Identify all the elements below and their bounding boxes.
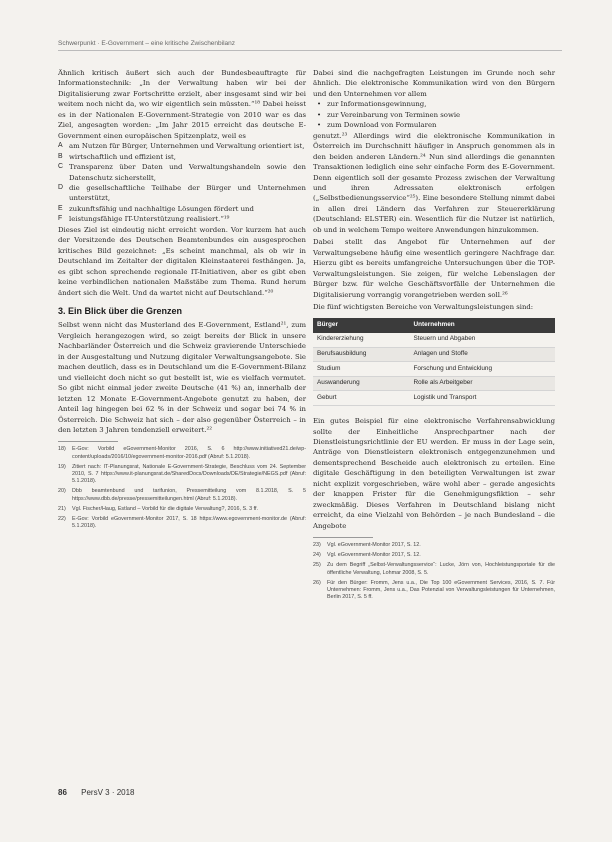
services-table [313,318,555,406]
table-row: Studium Forschung und Entwicklung [313,362,555,377]
intro-paragraph: Ähnlich kritisch äußert sich auch der Bundesbeauftragte für Informationstechnik: „In der Verwaltung haben wir bei der Digitalisierung zwar Fortschritte erzielt, aber insgesamt sind wir bei weitem noch nicht da, wo wir eigentlich sein müssten.“¹⁸ Dabei heisst es in der Nationalen E-Government-Strategie von 2010 war es das Ziel, angesagten worden: „Im Jahr 2015 erreicht das deutsche E-Government einen europäischen Spitzenplatz, weil es [58,69,306,140]
goals-list [58,141,306,225]
running-header: Schwerpunkt · E-Government – eine kritische Zwischenbilanz [58,40,236,47]
goal-item: C Transparenz über Daten und Verwaltungshandeln sowie den Datenschutz sicherstellt, [58,163,306,182]
footnote: 18) E-Gov: Vorbild eGovernment-Monitor 2016, S. 6 http://www.initiatived21.de/wp-content/uploads/2016/10/egovernment-monitor-2016.pdf (Abruf: 5.1.2018). [58,446,306,460]
right-paragraph-5: Ein gutes Beispiel für eine elektronische Verfahrensabwicklung sollte der Einheitliche Ansprechpartner nach der Dienstleistungsrichtlinie der EU werden. Er muss in der Lage sein, Anträge von Dienstleistern elektronisch entgegenzunehmen und dementsprechend Bescheide auch elektronisch zu erteilen. Eine digitale Geschäftigung in den beteiligten Verwaltungen ist zwar nicht explizit vorgeschrieben, wäre wohl aber – gerade angesichts der knappen Frister für die Genehmigungsfiktion – sehr zweckmäßig. Dieses Verfahren in Deutschland bislang nicht erreicht, da eine Vielzahl von Behörden – je nach Bundesland – die Angebote [313,417,555,530]
right-column [313,68,555,604]
table-row: Berufsausbildung Anlagen und Stoffe [313,347,555,362]
right-paragraph-2: genutzt.²³ Allerdings wird die elektronische Kommunikation in Österreich im Durchschnitt häufiger in Anspruch genommen als in den beiden anderen Ländern.²⁴ Nun sind allerdings die genannten Transaktionen lediglich eine sehr einfache Form des E-Government. Denn eigentlich soll der gesamte Prozess zwischen der Verwaltung und ihren Adressaten elektronisch erfolgen („Selbstbedienungsservice“²⁵). Eine besondere Stellung nimmt dabei in allen drei Ländern das Verfahren zur Steuererklärung (Deutschland: ELSTER) ein. Wesentlich für die Nutzer ist natürlich, ob und in welchem Tempo weitere Anwendungen hinzukommen. [313,131,555,234]
table-row: Auswanderung Rolle als Arbeitgeber [313,376,555,391]
footnote-rule [58,441,118,442]
goal-item: E zukunftsfähig und nachhaltige Lösungen fördert und [58,204,254,213]
left-column [58,68,306,533]
table-header-unternehmen: Unternehmen [410,318,556,332]
header-rule [58,50,562,51]
table-row: Kindererziehung Steuern und Abgaben [313,333,555,347]
right-paragraph-4: Die fünf wichtigsten Bereiche von Verwaltungsleistungen sind: [313,302,534,311]
footnote: 23) Vgl. eGovernment-Monitor 2017, S. 12. [313,542,421,549]
footnote: 26) Für den Bürger: Fromm, Jens u.a., Die Top 100 eGovernment Services, 2016, S. 7. Für Unternehmen: Fromm, Jens u.a., Das Potenzial von Verwaltungsleistungen für Unternehmen, Berlin 2017, S. 5 ff. [313,579,555,601]
bullet-item: • zur Informationsgewinnung, [313,99,555,109]
page-number: 86 [58,788,67,797]
table-header-buerger: Bürger [313,318,410,332]
goal-item: F leistungsfähige IT-Unterstützung realisiert.“¹⁹ [58,215,230,224]
journal-issue: PersV 3 · 2018 [81,788,135,797]
table-row: Geburt Logistik und Transport [313,391,555,406]
right-footnotes [313,537,555,601]
footnote: 24) Vgl. eGovernment-Monitor 2017, S. 12. [313,552,421,559]
footnote: 25) Zu dem Begriff „Selbst-Verwaltungsservice“: Lucke, Jörn von, Hochleistungsportale für die öffentliche Verwaltung, Lohmar 2008, S. 5. [313,562,555,576]
bullet-item: • zur Vereinbarung von Terminen sowie [313,110,555,120]
left-footnotes [58,441,306,530]
footnote: 21) Vgl. Fischer/Haug, Estland – Vorbild für die digitale Verwaltung?, 2016, S. 3 ff. [58,505,258,512]
section-paragraph: Selbst wenn nicht das Musterland des E-Government, Estland²¹, zum Vergleich herangezogen wird, so zeigt bereits der Blick in unsere Nachbarländer Österreich und die Schweiz gravierende Unterschiede in der Ausgestaltung und Nutzung digitaler Verwaltungsangebote. Sie machen deutlich, dass es in Deutschland um die E-Government-Bilanz und vielleicht doch nicht so gut bestellt ist, wie es vielfach vermutet. So gibt nicht einmal jeder zweite Deutsche (41 %) an, innerhalb der letzten 12 Monate E-Government-Angebote genutzt zu haben, der Anteil lag hingegen bei 62 % in der Schweiz und sogar bei 74 % in Österreich. Die Schweiz hat sich – der also gegenüber Österreich – in den letzten 3 Jahren tendenziell erweitert.²² [58,321,306,434]
goal-item: B wirtschaftlich und effizient ist, [58,152,176,161]
after-goals-paragraph: Dieses Ziel ist eindeutig nicht erreicht worden. Vor kurzem hat auch der Vorsitzende des Deutschen Beamtenbundes ein ausgesprochen kritisches Bild gezeichnet: „Es scheint manchmal, als ob wir in Deutschland im Zeitalter der digitalen Kleinstaaterei festhängen. Ja, es gibt schon sprechende regionale IT-Initiativen, aber es gibt eben keine verbindlichen nationalen Maßstäbe zum Thema. Rund herum ändert sich die Welt. Und da wartet nicht auf Deutschland.“²⁰ [58,225,306,297]
usage-bullet-list [313,99,555,130]
right-paragraph-3: Dabei stellt das Angebot für Unternehmen auf der Verwaltungsebene häufig eine wesentlich geringere Nachfrage dar. Hierzu gibt es bereits umfangreiche Untersuchungen über die TOP-Verwaltungsleistungen. Sie zeigen, für welche Lebenslagen der Bürger bzw. für welche Geschäftsvorfälle der Unternehmen die Digitalisierung vorrangig vorangetrieben werden soll.²⁶ [313,238,555,299]
footnote: 20) Dbb beamtenbund und tarifunion, Pressemitteilung vom 8.1.2018, S. 5 https://www.dbb.de/presse/pressemitteilungen.html (Abruf: 5.1.2018). [58,488,306,502]
page-footer [58,788,258,797]
section-heading: 3. Ein Blick über die Grenzen [58,305,183,316]
right-paragraph-1: Dabei sind die nachgefragten Leistungen im Grunde noch sehr ähnlich. Die elektronische Kommunikation wird von den Bürgern und den Unternehmen vor allem [313,69,555,98]
footnote-rule [313,537,373,538]
goal-item: D die gesellschaftliche Teilhabe der Bürger und Unternehmen unterstützt, [58,183,306,203]
goal-item: A am Nutzen für Bürger, Unternehmen und Verwaltung orientiert ist, [58,142,305,151]
footnote: 19) Zitiert nach: IT-Planungsrat, Nationale E-Government-Strategie, Beschluss vom 24. September 2010, S. 7 https://www.it-planungsrat.de/SharedDocs/Downloads/DE/Strategie/NEGS.pdf (Abruf: 5.1.2018). [58,463,306,485]
footnote: 22) E-Gov: Vorbild eGovernment-Monitor 2017, S. 18 https://www.egovernment-monitor.de (Abruf: 5.1.2018). [58,516,306,530]
bullet-item: • zum Download von Formularen [313,120,555,130]
